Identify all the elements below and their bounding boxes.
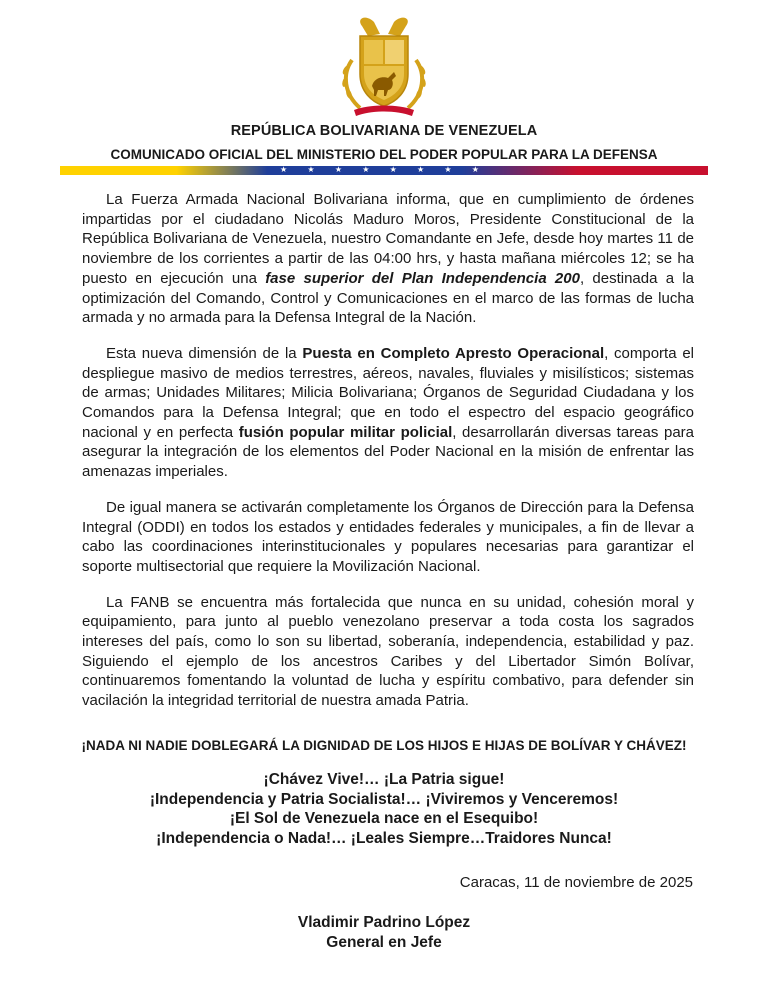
signatory-name: Vladimir Padrino López bbox=[297, 914, 471, 931]
paragraph-2: Esta nueva dimensión de la Puesta en Completo Apresto Operacional, comporta el despliegue masivo de medios terrestres, aéreos, navales, fluviales y misilísticos; sistemas de armas; Unidades Militares; Milicia Bolivariana; Órganos de Seguridad Ciudadana y los Comandos para la Defensa Integral; que en todo el espectro del espacio geográfico nacional y en perfecta fusión popular militar policial, desarrollarán diversas tareas para asegurar la integración de los elementos del Poder Nacional en la misión de enfrentar las amenazas imperiales. bbox=[82, 344, 695, 481]
country-title: REPÚBLICA BOLIVARIANA DE VENEZUELA bbox=[230, 123, 538, 139]
communique-body bbox=[82, 190, 694, 727]
slogan-line: ¡Independencia y Patria Socialista!… ¡Viviremos y Venceremos! bbox=[149, 790, 619, 808]
coat-of-arms-icon bbox=[334, 12, 434, 120]
star-icons: ★ ★ ★ ★ ★ ★ ★ ★ bbox=[280, 165, 488, 174]
slogan-line: ¡Independencia o Nada!… ¡Leales Siempre…Traidores Nunca! bbox=[156, 830, 612, 848]
signature-block bbox=[0, 913, 768, 952]
slogan-line: ¡Chávez Vive!… ¡La Patria sigue! bbox=[263, 771, 505, 788]
emphasis-plan: fase superior del Plan Independencia 200 bbox=[265, 269, 580, 287]
flag-stripe bbox=[60, 166, 708, 175]
signatory-rank: General en Jefe bbox=[326, 933, 442, 951]
emphasis-apresto: Puesta en Completo Apresto Operacional bbox=[302, 344, 605, 362]
place-date: Caracas, 11 de noviembre de 2025 bbox=[459, 874, 693, 891]
paragraph-4: La FANB se encuentra más fortalecida que nunca en su unidad, cohesión moral y equipamiento, para junto al pueblo venezolano preservar a toda costa los sagrados intereses del país, como lo son su libertad, soberanía, independencia, estabilidad y paz. Siguiendo el ejemplo de los ancestros Caribes y del Libertador Simón Bolívar, continuaremos fomentando la voluntad de lucha y espíritu combativo, para defender sin vacilación la integridad territorial de nuestra amada Patria. bbox=[82, 593, 694, 710]
paragraph-3: De igual manera se activarán completamente los Órganos de Dirección para la Defensa Integral (ODDI) en todos los estados y entidades federales y municipales, a fin de llevar a cabo las coordinaciones interinstitucionales y populares necesarias para garantizar el soporte multisectorial que requiere la Movilización Nacional. bbox=[82, 498, 694, 575]
communique-title: COMUNICADO OFICIAL DEL MINISTERIO DEL PODER POPULAR PARA LA DEFENSA bbox=[110, 147, 658, 162]
emphasis-fusion: fusión popular militar policial bbox=[238, 423, 453, 441]
slogans-block bbox=[0, 770, 768, 849]
exclamation-line: ¡NADA NI NADIE DOBLEGARÁ LA DIGNIDAD DE LOS HIJOS E HIJAS DE BOLÍVAR Y CHÁVEZ! bbox=[81, 738, 687, 753]
slogan-line: ¡El Sol de Venezuela nace en el Esequibo! bbox=[229, 810, 539, 828]
paragraph-1: La Fuerza Armada Nacional Bolivariana informa, que en cumplimiento de órdenes impartidas por el ciudadano Nicolás Maduro Moros, Presidente Constitucional de la República Bolivariana de Venezuela, nuestro Comandante en Jefe, desde hoy martes 11 de noviembre de los corrientes a partir de las 04:00 hrs, y hasta mañana miércoles 12; se ha puesto en ejecución una fase superior del Plan Independencia 200, destinada a la optimización del Comando, Control y Comunicaciones en el marco de las formas de lucha armada y no armada para la Defensa Integral de la Nación. bbox=[82, 191, 694, 327]
